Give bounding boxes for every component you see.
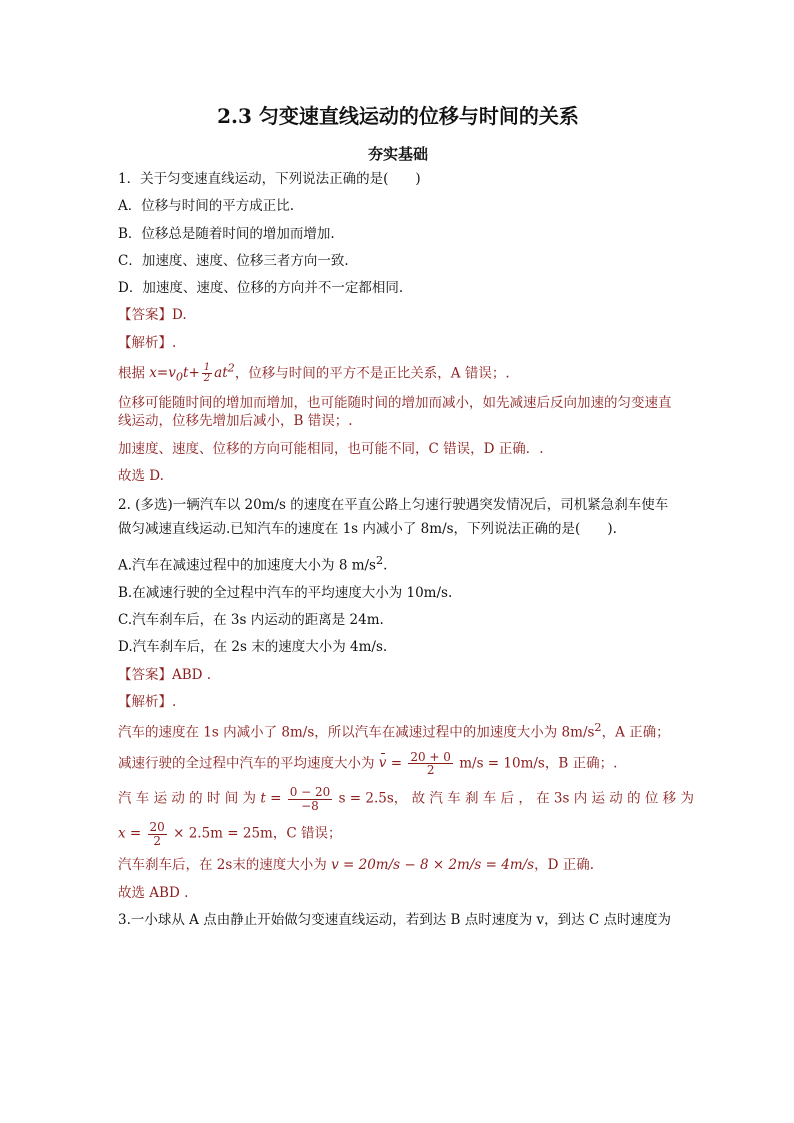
q1-option-a: A．位移与时间的平方成正比. [118, 198, 295, 215]
q1-answer: 【答案】D. [118, 307, 187, 324]
q1-formula: $x=v_0t+$ $\frac{1}{2}$ $at^2$ [149, 361, 235, 385]
q1-analysis-a [118, 361, 678, 385]
q1-conclusion: 故选 D. [118, 467, 164, 484]
q2-time-fraction: $\frac{0 - 20}{-8}$ [289, 785, 331, 813]
q2-displacement-fraction: $\frac{20}{2}$ [149, 820, 165, 848]
q2-option-c: C.汽车刹车后，在 3s 内运动的距离是 24m. [118, 612, 384, 629]
q2-avg-fraction: $\frac{20 + 0}{2}$ [410, 749, 451, 778]
q1-analysis-c: 加速度、速度、位移的方向可能相同，也可能不同，C 错误，D 正确．. [118, 440, 544, 457]
q1-option-c: C．加速度、速度、位移三者方向一致. [118, 252, 349, 269]
q2-analysis-label: 【解析】. [118, 693, 177, 710]
q2-stem: 2. (多选)一辆汽车以 20m/s 的速度在平直公路上匀速行驶遇突发情况后，司机紧急刹车使车做匀减速直线运动.已知汽车的速度在 1s 内减小了 8m/s，下列说法正确的是( ). [118, 497, 669, 537]
average-velocity-symbol: v [378, 755, 387, 772]
document-title: 2.3 匀变速直线运动的位移与时间的关系 [217, 104, 579, 128]
q2-analysis-e: 汽车刹车后，在 2s末的速度大小为 v = 20m/s − 8 × 2m/s = 4m/s，D 正确. [118, 857, 594, 874]
section-heading: 夯实基础 [367, 145, 428, 163]
q2-analysis-d: x = $\frac{20}{2}$ × 2.5m = 25m，C 错误； [118, 820, 342, 848]
q1-analysis-label: 【解析】. [118, 334, 177, 351]
q2-velocity-formula: v = 20m/s − 8 × 2m/s = 4m/s [331, 857, 535, 874]
q2-analysis-b: 减速行驶的全过程中汽车的平均速度大小为 v = $\frac{20 + 0}{2}$ m/s = 10m/s，B 正确；. [118, 749, 618, 778]
q1-option-d: D．加速度、速度、位移的方向并不一定都相同. [118, 280, 404, 297]
q2-analysis-a: 汽车的速度在 1s 内减小了 8m/s，所以汽车在减速过程中的加速度大小为 $8m/s^2$，A 正确； [118, 721, 670, 741]
q1-stem: 1．关于匀变速直线运动，下列说法正确的是( ) [118, 171, 421, 188]
q1-a1-prefix: 根据 [118, 365, 150, 382]
q2-conclusion: 故选 ABD . [118, 884, 189, 901]
q2-option-b: B.在减速行驶的全过程中汽车的平均速度大小为 10m/s. [118, 585, 453, 601]
q3-stem: 3.一小球从 A 点由静止开始做匀变速直线运动，若到达 B 点时速度为 v，到达 C 点时速度为 [118, 911, 672, 928]
q1-analysis-b: 位移可能随时间的增加而增加，也可能随时间的增加而减小，如先减速后反向加速的匀变速直线运动，位移先增加后减小，B 错误；. [118, 395, 672, 430]
q2-analysis-c: 汽 车 运 动 的 时 间 为 t = $\frac{0 - 20}{-8}$ s = 2.5s， 故 汽 车 刹 车 后 ， 在 3s 内 运 动 的 位 移 为 [118, 785, 694, 813]
q2-option-a: A.汽车在减速过程中的加速度大小为 8 $m/s^2$. [118, 554, 388, 574]
q1-a1-suffix: ，位移与时间的平方不是正比关系，A 错误；. [234, 365, 510, 382]
q2-answer: 【答案】ABD . [118, 666, 212, 683]
q2-option-d: D.汽车刹车后，在 2s 末的速度大小为 4m/s. [118, 639, 388, 656]
q1-half-fraction: $\frac{1}{2}$ [203, 361, 211, 385]
q1-option-b: B．位移总是随着时间的增加而增加. [118, 225, 335, 242]
